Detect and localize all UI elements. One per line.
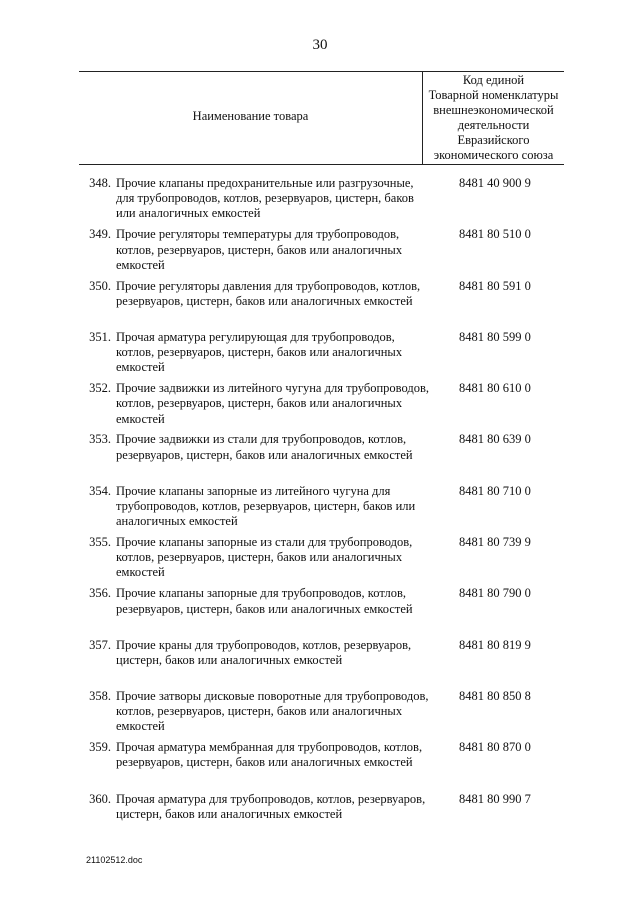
- row-tn-ved-code: 8481 80 790 0: [459, 586, 531, 601]
- table-row: [79, 740, 564, 791]
- table-row: [79, 381, 564, 432]
- row-goods-name: Прочая арматура для трубопроводов, котлов, резервуаров, цистерн, баков или аналогичных емкостей: [116, 791, 426, 821]
- row-goods-name: Прочие задвижки из стали для трубопроводов, котлов, резервуаров, цистерн, баков или аналогичных емкостей: [116, 432, 413, 462]
- table-row: [79, 279, 564, 330]
- row-tn-ved-code: 8481 80 599 0: [459, 329, 531, 344]
- table-row: [79, 432, 564, 483]
- row-tn-ved-code: 8481 80 710 0: [459, 483, 531, 498]
- row-number: 351.: [89, 329, 111, 344]
- table-row: [79, 792, 564, 843]
- row-number: 360.: [89, 791, 111, 806]
- footer-filename: 21102512.doc: [86, 855, 143, 865]
- row-goods-name: Прочая арматура регулирующая для трубопроводов, котлов, резервуаров, цистерн, баков или аналогичных емкостей: [116, 329, 403, 375]
- table-row: [79, 638, 564, 689]
- table-header-bottom-rule: [79, 164, 564, 165]
- row-tn-ved-code: 8481 80 591 0: [459, 278, 531, 293]
- row-number: 350.: [89, 278, 111, 293]
- row-tn-ved-code: 8481 80 610 0: [459, 381, 531, 396]
- table-row: [79, 176, 564, 227]
- row-number: 348.: [89, 176, 111, 190]
- row-tn-ved-code: 8481 80 639 0: [459, 432, 531, 447]
- row-goods-name: Прочие регуляторы температуры для трубопроводов, котлов, резервуаров, цистерн, баков или аналогичных емкостей: [116, 227, 403, 272]
- row-tn-ved-code: 8481 80 870 0: [459, 740, 531, 755]
- row-goods-name: Прочие регуляторы давления для трубопроводов, котлов, резервуаров, цистерн, баков или аналогичных емкостей: [116, 278, 421, 308]
- row-goods-name: Прочие задвижки из литейного чугуна для трубопроводов, котлов, резервуаров, цистерн, баков или аналогичных емкостей: [116, 381, 430, 426]
- page-number: 30: [312, 37, 328, 53]
- row-goods-name: Прочие клапаны запорные из стали для трубопроводов, котлов, резервуаров, цистерн, баков или аналогичных емкостей: [116, 535, 413, 580]
- column-header-code: Код единой Товарной номенклатуры внешнеэкономической деятельности Евразийского экономического союза: [428, 73, 559, 162]
- row-goods-name: Прочая арматура мембранная для трубопроводов, котлов, резервуаров, цистерн, баков или аналогичных емкостей: [116, 740, 423, 770]
- table-row: [79, 586, 564, 637]
- row-number: 355.: [89, 535, 111, 550]
- column-header-name: Наименование товара: [192, 109, 309, 123]
- table-row: [79, 330, 564, 381]
- row-goods-name: Прочие затворы дисковые поворотные для трубопроводов, котлов, резервуаров, цистерн, баков или аналогичных емкостей: [116, 688, 429, 734]
- row-number: 353.: [89, 432, 111, 447]
- row-number: 359.: [89, 740, 111, 755]
- table-row: [79, 484, 564, 535]
- row-tn-ved-code: 8481 80 819 9: [459, 637, 531, 652]
- table-top-rule: [79, 71, 564, 72]
- table-row: [79, 227, 564, 278]
- row-number: 356.: [89, 586, 111, 601]
- row-tn-ved-code: 8481 80 850 8: [459, 688, 531, 703]
- row-goods-name: Прочие клапаны запорные для трубопроводов, котлов, резервуаров, цистерн, баков или аналогичных емкостей: [116, 586, 413, 616]
- row-number: 357.: [89, 637, 111, 652]
- table-row: [79, 689, 564, 740]
- row-goods-name: Прочие краны для трубопроводов, котлов, резервуаров, цистерн, баков или аналогичных емкостей: [116, 637, 412, 667]
- row-goods-name: Прочие клапаны запорные из литейного чугуна для трубопроводов, котлов, резервуаров, цистерн, баков или аналогичных емкостей: [116, 483, 416, 529]
- row-tn-ved-code: 8481 80 510 0: [459, 227, 531, 242]
- row-number: 349.: [89, 227, 111, 242]
- row-number: 358.: [89, 688, 111, 703]
- row-number: 352.: [89, 381, 111, 396]
- row-tn-ved-code: 8481 80 739 9: [459, 535, 531, 550]
- table-row: [79, 535, 564, 586]
- row-number: 354.: [89, 483, 111, 498]
- row-goods-name: Прочие клапаны предохранительные или разгрузочные, для трубопроводов, котлов, резервуаров, цистерн, баков или аналогичных емкостей: [116, 176, 414, 221]
- row-tn-ved-code: 8481 40 900 9: [459, 176, 531, 190]
- goods-list: [79, 176, 564, 843]
- row-tn-ved-code: 8481 80 990 7: [459, 791, 531, 806]
